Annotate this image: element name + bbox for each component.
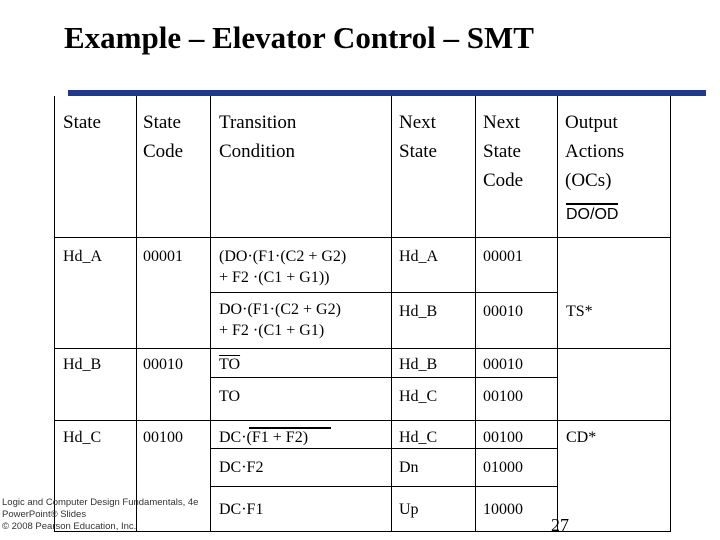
header-transition: [219, 108, 296, 166]
col-line: [136, 96, 137, 532]
header-transition-line2: Condition: [219, 141, 296, 162]
r7-next: Up: [399, 501, 419, 518]
slide-title: Example – Elevator Control – SMT: [64, 20, 534, 55]
header-next-state-code: [483, 108, 523, 195]
output-sub-text: DO/OD: [566, 203, 618, 225]
r2-next: Hd_B: [399, 303, 438, 320]
header-next-state: [399, 108, 437, 166]
r3-state: Hd_B: [63, 356, 102, 373]
r2-next-code: 00010: [483, 303, 523, 320]
header-transition-line1: Transition: [219, 112, 297, 133]
r1-next-code: 00001: [483, 248, 523, 265]
header-output-line1: Output: [565, 112, 618, 133]
r3-next: Hd_B: [399, 356, 438, 373]
row-line: [54, 348, 671, 349]
page-number: 27: [551, 515, 569, 535]
header-state: State: [63, 112, 101, 133]
col-line: [391, 96, 392, 532]
r5-cond: [219, 427, 308, 448]
footer-credit: [2, 497, 198, 533]
r5-next-code: 00100: [483, 429, 523, 446]
r5-next: Hd_C: [399, 429, 438, 446]
r4-next: Hd_C: [399, 388, 438, 405]
r5-code: 00100: [143, 429, 183, 446]
row-line: [210, 486, 558, 487]
r2-cond-line1: DO·(F1·(C2 + G2): [219, 301, 341, 318]
r1-cond-line1: (DO·(F1·(C2 + G2): [219, 248, 347, 265]
col-line: [475, 96, 476, 532]
r7-next-code: 10000: [483, 501, 523, 518]
r3-cond-text: $\overline{TO}$: [219, 356, 241, 373]
header-next-state-line1: Next: [399, 112, 436, 133]
r5-cond-text: DC·(F1 + F2): [219, 429, 309, 446]
header-output: [565, 108, 624, 195]
header-output-sub: [566, 203, 618, 225]
r1-next: Hd_A: [399, 248, 439, 265]
header-next-state-line2: State: [399, 141, 437, 162]
r2-cond: [219, 299, 341, 341]
r5-cond-overbar: [249, 427, 331, 429]
r6-next: Dn: [399, 459, 419, 476]
row-line: [210, 292, 558, 293]
header-next-code-line2: State: [483, 141, 521, 162]
r5-state: Hd_C: [63, 429, 102, 446]
r7-cond: DC·F1: [219, 501, 264, 518]
footer-line1: Logic and Computer Design Fundamentals, 4e: [2, 497, 199, 508]
r1-cond-line2: + F2 ·(C1 + G1)): [219, 269, 330, 286]
r5-output: CD*: [566, 429, 597, 446]
r3-code: 00010: [143, 356, 183, 373]
header-output-line2: Actions: [565, 141, 625, 162]
header-next-code-line3: Code: [483, 170, 524, 191]
header-state-code: [143, 108, 183, 166]
r1-state: Hd_A: [63, 248, 103, 265]
footer-line2: PowerPoint® Slides: [2, 509, 87, 520]
col-line: [670, 96, 671, 532]
col-line: [557, 96, 558, 532]
r2-cond-line2: + F2 ·(C1 + G1): [219, 322, 325, 339]
r6-next-code: 01000: [483, 459, 523, 476]
r4-cond: TO: [219, 388, 241, 405]
r3-next-code: 00010: [483, 356, 523, 373]
r3-cond: [219, 354, 240, 375]
col-line: [54, 96, 55, 532]
footer-line3: © 2008 Pearson Education, Inc.: [2, 521, 137, 532]
r1-code: 00001: [143, 248, 183, 265]
header-state-code-line1: State: [143, 112, 181, 133]
header-next-code-line1: Next: [483, 112, 520, 133]
r2-output: TS*: [566, 303, 593, 320]
row-line: [210, 448, 558, 449]
header-output-line3: (OCs): [565, 170, 612, 191]
r4-next-code: 00100: [483, 388, 523, 405]
row-line: [210, 377, 558, 378]
row-line: [54, 420, 671, 421]
col-line: [210, 96, 211, 532]
r6-cond: DC·F2: [219, 459, 264, 476]
row-line: [54, 237, 671, 238]
r1-cond: [219, 246, 346, 288]
header-state-code-line2: Code: [143, 141, 184, 162]
